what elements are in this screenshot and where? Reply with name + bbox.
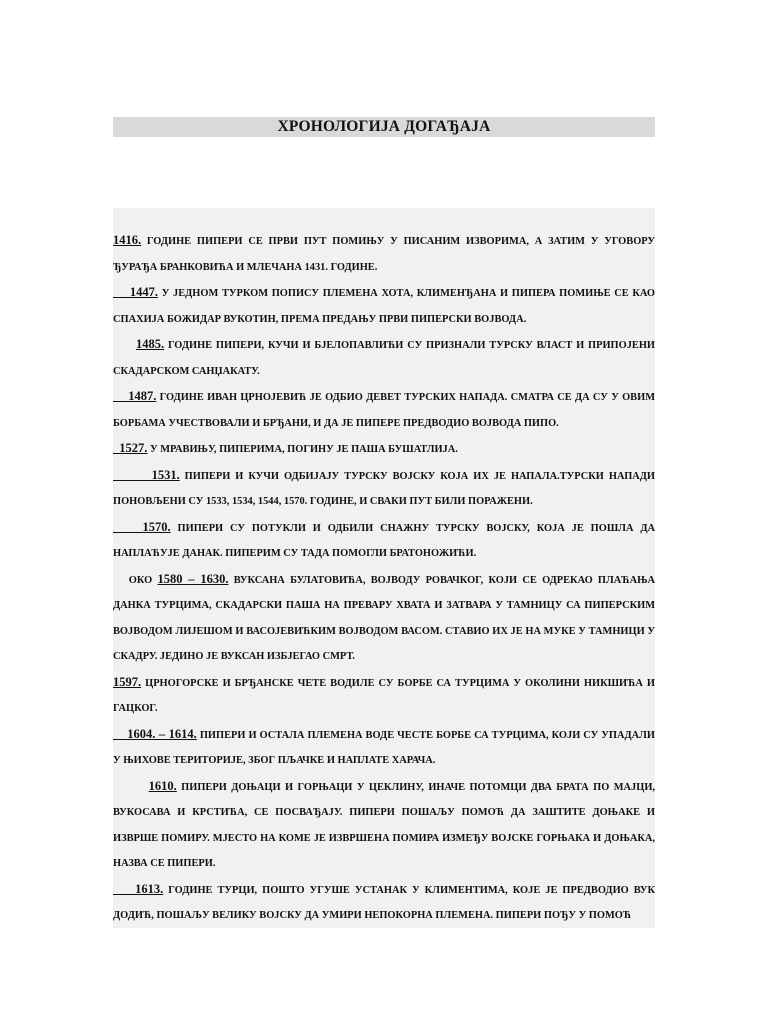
chronology-entry — [113, 567, 655, 670]
entry-year: 1597. — [113, 674, 142, 689]
entry-text: ЦРНОГОРСКЕ И БРЂАНСКЕ ЧЕТЕ ВОДИЛЕ СУ БОРБЕ СА ТУРЦИМА У ОКОЛИНИ НИКШИЋА И ГАЦКОГ. — [113, 677, 655, 714]
chronology-entry — [113, 463, 655, 515]
entry-year: 1531. — [113, 467, 180, 482]
entry-text: ПИПЕРИ И КУЧИ ОДБИЈАЈУ ТУРСКУ ВОЈСКУ КОЈА ИХ ЈЕ НАПАЛА.ТУРСКИ НАПАДИ ПОНОВЉЕНИ СУ 1533, 1534, 1544, 1570. ГОДИНЕ, И СВАКИ ПУТ БИЛИ ПОРАЖЕНИ. — [113, 470, 656, 507]
entry-year: 1485. — [135, 337, 165, 351]
chronology-entry — [113, 280, 655, 332]
chronology-entry — [113, 515, 655, 567]
entry-text: ГОДИНЕ ПИПЕРИ, КУЧИ И БЈЕЛОПАВЛИЋИ СУ ПРИЗНАЛИ ТУРСКУ ВЛАСТ И ПРИПОЈЕНИ СКАДАРСКОМ САНЏАКАТУ. — [113, 340, 655, 377]
chronology-list — [113, 228, 655, 929]
entry-year: 1416. — [113, 233, 142, 247]
entry-text: У МРАВИЊУ, ПИПЕРИМА, ПОГИНУ ЈЕ ПАША БУШАТЛИЈА. — [147, 444, 458, 455]
entry-prefix — [113, 782, 149, 793]
entry-text: ГОДИНЕ ТУРЦИ, ПОШТО УГУШЕ УСТАНАК У КЛИМЕНТИМА, КОЈЕ ЈЕ ПРЕДВОДИО ВУК ДОДИЋ, ПОШАЉУ ВЕЛИКУ ВОЈСКУ ДА УМИРИ НЕПОКОРНА ПЛЕМЕНА. ПИПЕРИ ПОЂУ У ПОМОЋ — [113, 884, 655, 921]
page-title: ХРОНОЛОГИЈА ДОГАЂАЈА — [113, 117, 655, 137]
entry-text: У ЈЕДНОМ ТУРКОМ ПОПИСУ ПЛЕМЕНА ХОТА, КЛИМЕНЂАНА И ПИПЕРА ПОМИЊЕ СЕ КАО СПАХИЈА БОЖИДАР ВУКОТИН, ПРЕМА ПРЕДАЊУ ПРВИ ПИПЕРСКИ ВОЈВОДА. — [113, 288, 655, 325]
entry-text: ГОДИНЕ ИВАН ЦРНОЈЕВИЋ ЈЕ ОДБИО ДЕВЕТ ТУРСКИХ НАПАДА. СМАТРА СЕ ДА СУ У ОВИМ БОРБАМА УЧЕСТВОВАЛИ И БРЂАНИ, И ДА ЈЕ ПИПЕРЕ ПРЕДВОДИО ВОЈВОДА ПИПО. — [113, 392, 656, 429]
entry-text: ГОДИНЕ ПИПЕРИ СЕ ПРВИ ПУТ ПОМИЊУ У ПИСАНИМ ИЗВОРИМА, А ЗАТИМ У УГОВОРУ ЂУРАЂА БРАНКОВИЋА И МЛЕЧАНА 1431. ГОДИНЕ. — [113, 236, 655, 273]
entry-year: 1447. — [113, 285, 158, 299]
entry-year: 1487. — [113, 389, 157, 403]
entry-year: 1570. — [113, 519, 171, 534]
chronology-entry — [113, 722, 655, 774]
entry-text: ВУКСАНА БУЛАТОВИЋА, ВОЈВОДУ РОВАЧКОГ, КОЈИ СЕ ОДРЕКАО ПЛАЋАЊА ДАНКА ТУРЦИМА, СКАДАРСКИ ПАША НА ПРЕВАРУ ХВАТА И ЗАТВАРА У ТАМНИЦУ СА ПИПЕРСКИМ ВОЈВОДОМ ЛИЈЕШОМ И ВАСОЈЕВИЋКИМ ВОЈВОДОМ ВАСОМ. СТАВИО ИХ ЈЕ НА МУКЕ У ТАМНИЦИ У СКАДРУ. ЈЕДИНО ЈЕ ВУКСАН ИЗБЈЕГАО СМРТ. — [113, 574, 655, 662]
chronology-entry — [113, 332, 655, 384]
entry-year: 1604. – 1614. — [113, 726, 197, 741]
entry-year: 1613. — [113, 881, 164, 896]
entry-prefix — [113, 340, 136, 351]
entry-year: 1527. — [113, 441, 148, 455]
entry-text: ПИПЕРИ СУ ПОТУКЛИ И ОДБИЛИ СНАЖНУ ТУРСКУ ВОЈСКУ, КОЈА ЈЕ ПОШЛА ДА НАПЛАЋУЈЕ ДАНАК. ПИПЕРИМ СУ ТАДА ПОМОГЛИ БРАТОНОЖИЋИ. — [113, 522, 655, 559]
entry-prefix: ОКО — [113, 574, 158, 586]
entry-text: ПИПЕРИ И ОСТАЛА ПЛЕМЕНА ВОДЕ ЧЕСТЕ БОРБЕ СА ТУРЦИМА, КОЈИ СУ УПАДАЛИ У ЊИХОВЕ ТЕРИТОРИЈЕ, ЗБОГ ПЉАЧКЕ И НАПЛАТЕ ХАРАЧА. — [113, 729, 655, 766]
chronology-entry — [113, 228, 655, 280]
entry-text: ПИПЕРИ ДОЊАЦИ И ГОРЊАЦИ У ЦЕКЛИНУ, ИНАЧЕ ПОТОМЦИ ДВА БРАТА ПО МАЈЦИ, ВУКОСАВА И КРСТИЋА, СЕ ПОСВАЂАЈУ. ПИПЕРИ ПОШАЉУ ПОМОЋ ДА ЗАШТИТЕ ДОЊАКЕ И ИЗВРШЕ ПОМИРУ. МЈЕСТО НА КОМЕ ЈЕ ИЗВРШЕНА ПОМИРА ИЗМЕЂУ ВОЈСКЕ ГОРЊАКА И ДОЊАКА, НАЗВА СЕ ПИПЕРИ. — [113, 781, 656, 869]
chronology-entry — [113, 774, 655, 877]
chronology-entry — [113, 670, 655, 722]
chronology-entry — [113, 384, 655, 436]
chronology-entry — [113, 877, 655, 929]
entry-year: 1580 – 1630. — [157, 571, 229, 586]
entry-year: 1610. — [148, 778, 177, 793]
chronology-entry — [113, 436, 655, 463]
